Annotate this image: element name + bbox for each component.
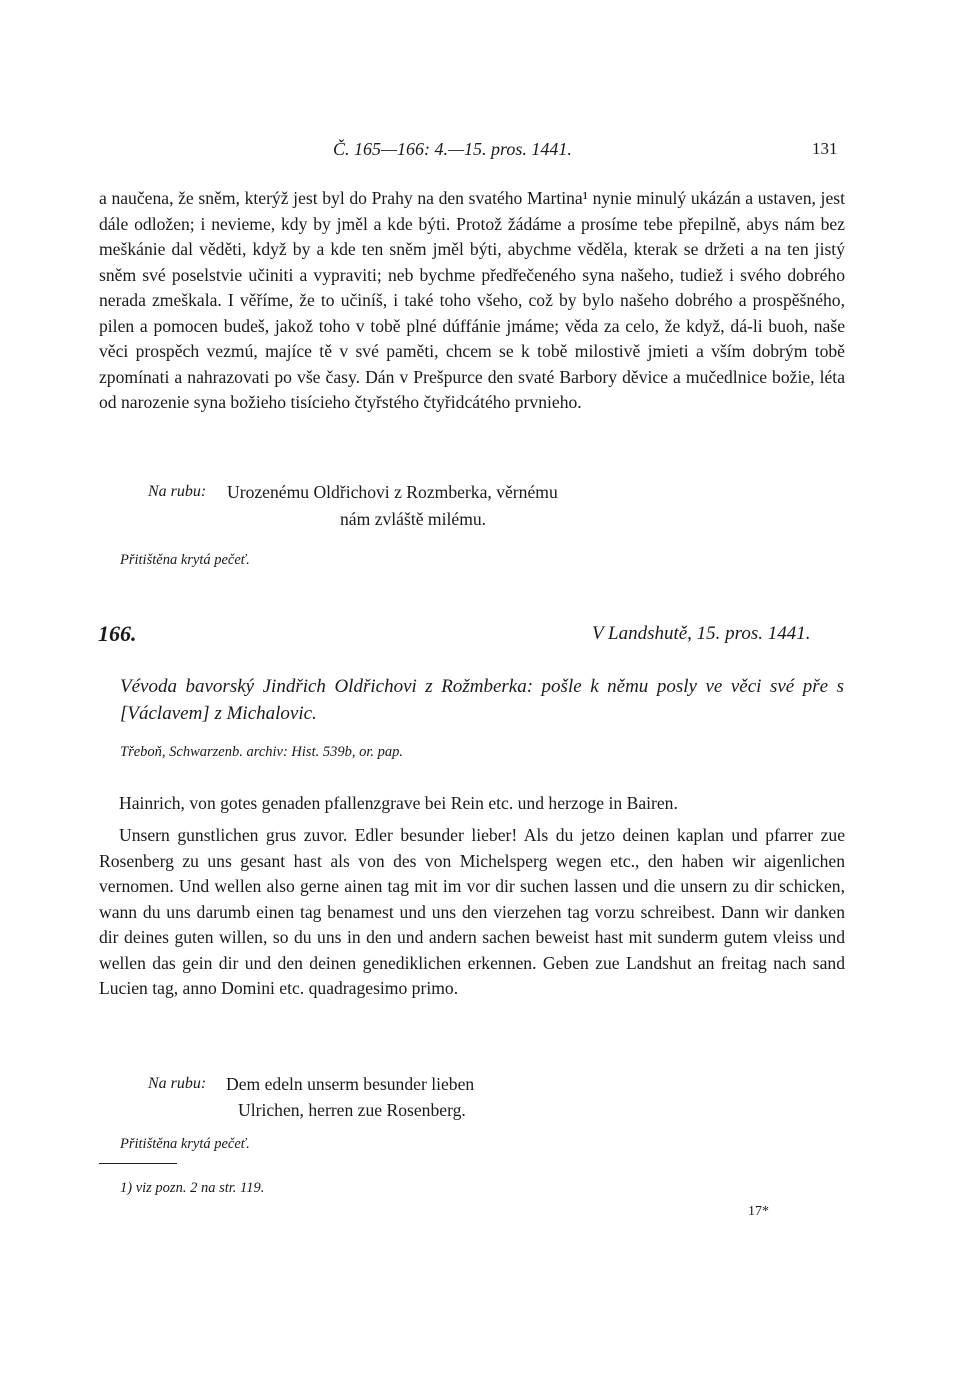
footnote: 1) viz pozn. 2 na str. 119.: [120, 1180, 265, 1196]
endorsement-label-165: Na rubu:: [148, 483, 207, 500]
seal-note-166: Přitištěna krytá pečeť.: [120, 1136, 250, 1152]
endorsement-line-166-1: Dem edeln unserm besunder lieben: [226, 1074, 475, 1094]
sheet-signature: 17*: [748, 1204, 769, 1219]
place-and-date: V Landshutě, 15. pros. 1441.: [592, 623, 811, 644]
letter-166-text: Unsern gunstlichen grus zuvor. Edler besunder lieber! Als du jetzo deinen kaplan und pfarrer zue Rosenberg zu uns gesant hast als von des von Michelsperg wegen etc., den haben wir aigenlichen vernomen. Und wellen also gerne ainen tag mit im vor dir suchen lassen und die unsern zu dir schicken, wann du uns darumb einen tag benamest und uns den vierzehen tag vorzu schreibest. Dann wir danken dir deines guten willen, so du uns in den und andern sachen beweist hast mit sunderm gutem vleiss und wellen das gein dir und den deinen genediklichen erkennen. Geben zue Landshut an freitag nach sand Lucien tag, anno Domini etc. quadragesimo primo.: [99, 825, 845, 998]
endorsement-line-165-2: nám zvláště milému.: [340, 509, 487, 529]
page-number: 131: [812, 139, 838, 158]
document-number: 166.: [98, 621, 137, 646]
archive-reference: Třeboň, Schwarzenb. archiv: Hist. 539b, or. pap.: [120, 744, 404, 760]
letter-165-text: a naučena, že sněm, kterýž jest byl do Prahy na den svatého Martina¹ nynie minulý ukázán a ustaven, jest dále odložen; i nevieme, kdy by jměl a kde býti. Protož žádáme a prosíme tebe přepilně, abys nám bez meškánie dal věděti, když by a kde ten sněm jměl býti, abychme věděla, kterak se držeti a na ten jistý sněm své poselstvie učiniti a vypraviti; neb bychme předřečeného syna našeho, tudiež i svého dobrého nerada zmeškala. I věříme, že to učiníš, i také toho všeho, což by bylo našeho dobrého a prospěšného, pilen a pomocen budeš, jakož toho v tobě plné dúffánie jmáme; věda za celo, že když, dá-li buoh, naše věci prospěch vezmú, majíce tě v své paměti, chcem se k tobě milostivě jmieti a vším dobrým tobě zpomínati a nahrazovati po vše časy. Dán v Prešpurce den svaté Barbory děvice a mučedlnice božie, léta od narozenie syna božieho tisícieho čtyřstého čtyřidcátého prvnieho.: [99, 188, 845, 412]
regest: Vévoda bavorský Jindřich Oldřichovi z Rožmberka: pošle k němu posly ve věci své pře s [Václavem] z Michalovic.: [120, 676, 844, 724]
seal-note-165: Přitištěna krytá pečeť.: [120, 552, 250, 568]
footnote-rule: [99, 1163, 177, 1164]
endorsement-line-165-1: Urozenému Oldřichovi z Rozmberka, věrnému: [227, 482, 558, 502]
letter-166-salutation: Hainrich, von gotes genaden pfallenzgrave bei Rein etc. und herzoge in Bairen.: [119, 793, 678, 813]
endorsement-label-166: Na rubu:: [148, 1075, 207, 1092]
running-header: Č. 165—166: 4.—15. pros. 1441.: [333, 139, 572, 159]
endorsement-line-166-2: Ulrichen, herren zue Rosenberg.: [238, 1100, 466, 1120]
